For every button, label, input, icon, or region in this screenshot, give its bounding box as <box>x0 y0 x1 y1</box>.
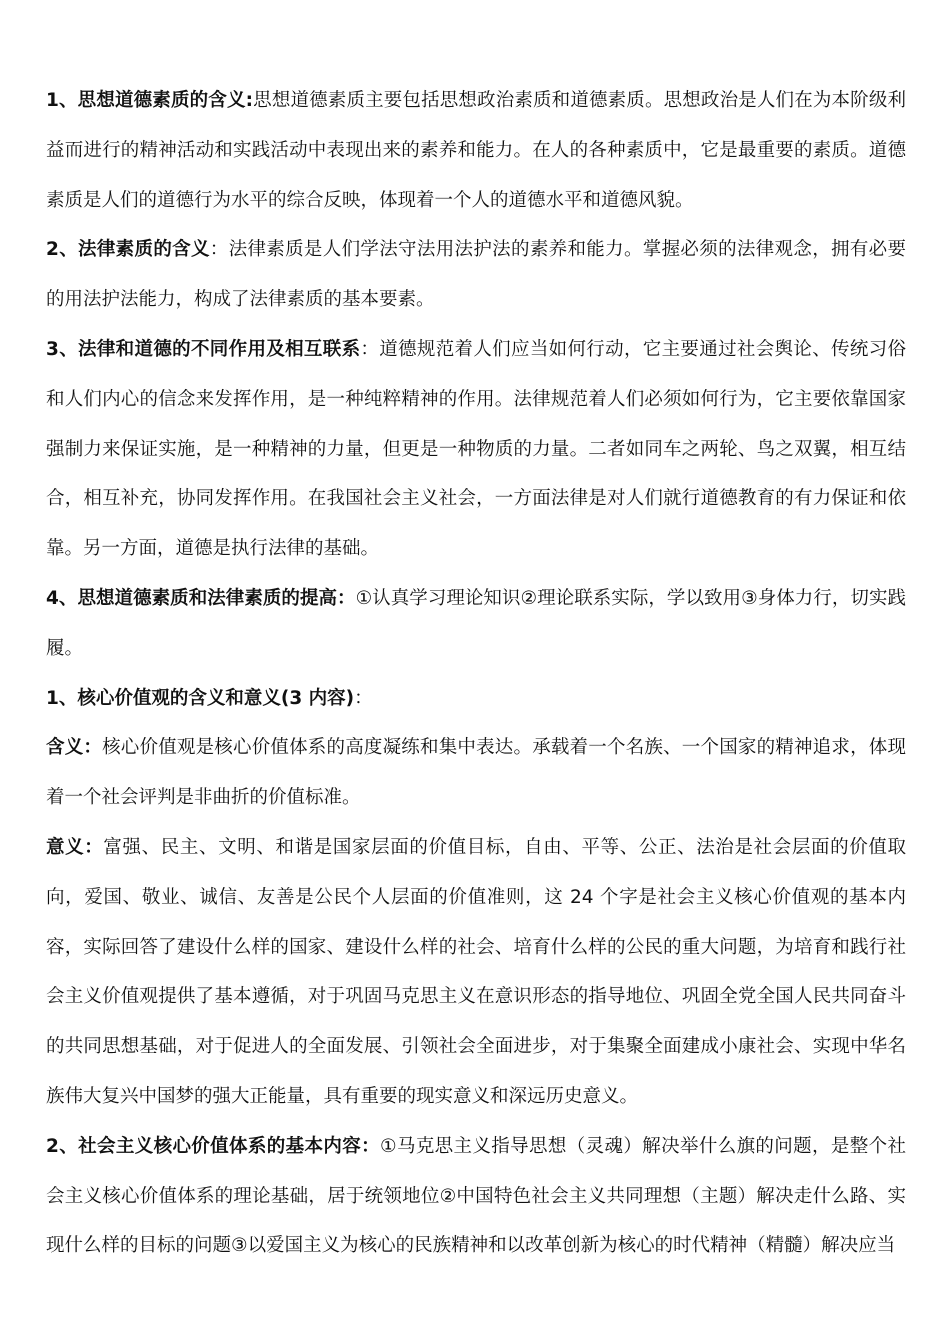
document-page <box>46 76 906 1271</box>
body-moral-quality: 思想道德素质主要包括思想政治素质和道德素质。思想政治是人们在为本阶级利益而进行的精神活动和实践活动中表现出来的素养和能力。在人的各种素质中，它是最重要的素质。道德素质是人们的道德行为水平的综合反映，体现着一个人的道德水平和道德风貌。 <box>46 90 906 211</box>
heading-core-values: 1、核心价值观的含义和意义(3 内容) <box>46 687 355 709</box>
body-improvement: ①认真学习理论知识②理论联系实际，学以致用③身体力行，切实践履。 <box>46 587 906 659</box>
paragraph-legal-quality <box>46 225 906 325</box>
body-law-and-morality: ：道德规范着人们应当如何行动，它主要通过社会舆论、传统习俗和人们内心的信念来发挥作用，是一种纯粹精神的作用。法律规范着人们必须如何行为，它主要依靠国家强制力来保证实施，是一种精神的力量，但更是一种物质的力量。二者如同车之两轮、鸟之双翼，相互结合，相互补充，协同发挥作用。在我国社会主义社会，一方面法律是对人们就行道德教育的有力保证和依靠。另一方面，道德是执行法律的基础。 <box>46 338 906 560</box>
body-meaning: 核心价值观是核心价值体系的高度凝练和集中表达。承载着一个名族、一个国家的精神追求，体现着一个社会评判是非曲折的价值标准。 <box>46 737 906 809</box>
paragraph-core-values-heading <box>46 674 906 724</box>
paragraph-law-and-morality <box>46 325 906 574</box>
paragraph-moral-quality <box>46 76 906 225</box>
body-core-values-colon: ： <box>354 687 373 709</box>
heading-meaning: 含义： <box>46 737 103 759</box>
heading-law-and-morality: 3、法律和道德的不同作用及相互联系 <box>46 338 361 360</box>
heading-significance: 意义： <box>46 836 104 858</box>
paragraph-meaning <box>46 723 906 823</box>
body-significance: 富强、民主、文明、和谐是国家层面的价值目标，自由、平等、公正、法治是社会层面的价值取向，爱国、敬业、诚信、友善是公民个人层面的价值准则，这 24 个字是社会主义核心价值观的基本内容，实际回答了建设什么样的国家、建设什么样的社会、培育什么样的公民的重大问题，为培育和践行社会主义价值观提供了基本遵循，对于巩固马克思主义在意识形态的指导地位、巩固全党全国人民共同奋斗的共同思想基础，对于促进人的全面发展、引领社会全面进步，对于集聚全面建成小康社会、实现中华名族伟大复兴中国梦的强大正能量，具有重要的现实意义和深远历史意义。 <box>46 836 906 1107</box>
paragraph-improvement <box>46 574 906 674</box>
heading-moral-quality: 1、思想道德素质的含义: <box>46 90 253 111</box>
heading-core-value-system: 2、社会主义核心价值体系的基本内容： <box>46 1135 380 1157</box>
heading-legal-quality: 2、法律素质的含义 <box>46 239 210 261</box>
body-core-value-system: ①马克思主义指导思想（灵魂）解决举什么旗的问题，是整个社会主义核心价值体系的理论基础，居于统领地位②中国特色社会主义共同理想（主题）解决走什么路、实现什么样的目标的问题③以爱国主义为核心的民族精神和以改革创新为核心的时代精神（精髓）解决应当 <box>46 1135 907 1257</box>
body-legal-quality: ：法律素质是人们学法守法用法护法的素养和能力。掌握必须的法律观念，拥有必要的用法护法能力，构成了法律素质的基本要素。 <box>46 239 906 311</box>
heading-improvement: 4、思想道德素质和法律素质的提高： <box>46 587 356 609</box>
paragraph-significance <box>46 823 906 1122</box>
paragraph-core-value-system <box>46 1122 906 1271</box>
